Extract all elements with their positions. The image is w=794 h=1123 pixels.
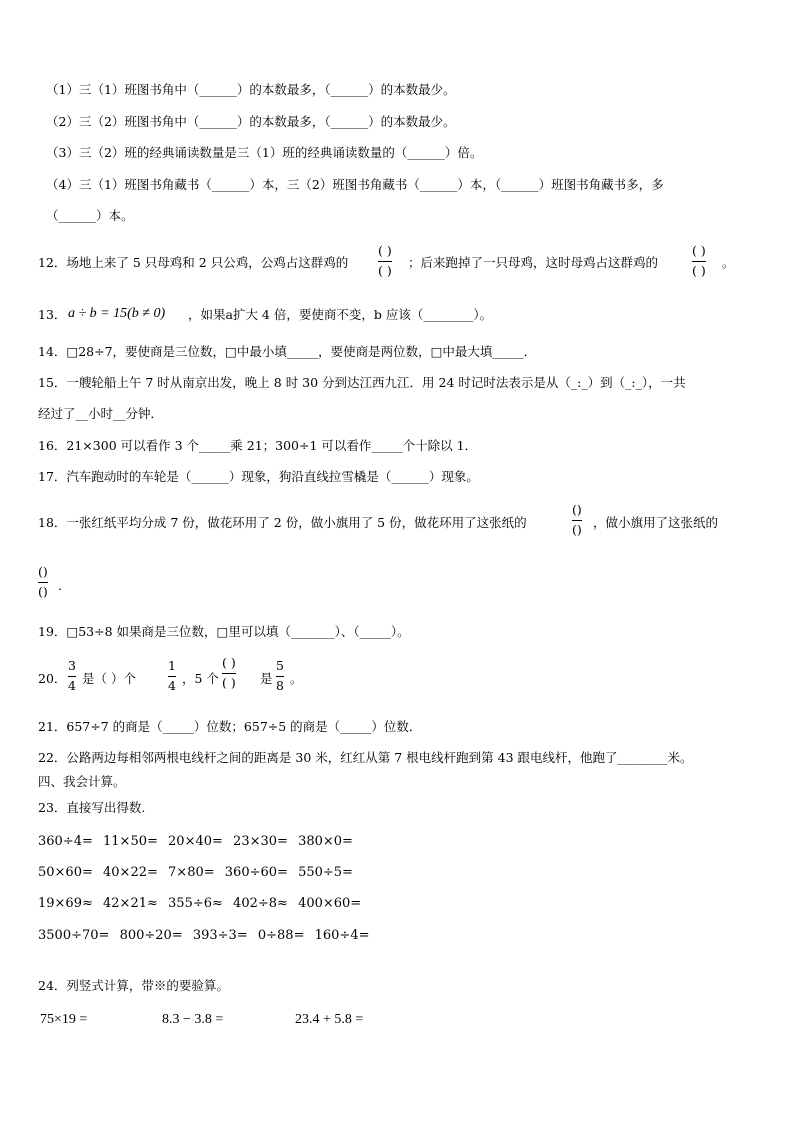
q16-text: 16．21×300 可以看作 3 个_____乘 21；300÷1 可以看作_____个十除以 1． [38, 438, 478, 453]
fraction-denominator: ( ) [222, 674, 236, 690]
q20-text-1: 是（ ）个 [82, 671, 136, 686]
q20-fraction-3-4 [68, 660, 76, 692]
q20-fraction-1-4 [168, 660, 176, 692]
fraction-denominator: 4 [68, 677, 76, 693]
q11-part2: （2）三（2）班图书角中（______）的本数最多，（______）的本数最少。 [46, 114, 456, 129]
calc-item: 800÷20= [119, 928, 183, 943]
calc-item: 355÷6≈ [168, 896, 223, 911]
vertical-calc-item: 23.4 + 5.8 = [295, 1012, 364, 1027]
q21-text: 21．657÷7 的商是（_____）位数；657÷5 的商是（_____）位数． [38, 719, 422, 734]
q20-fraction-5-8 [276, 660, 284, 692]
q13-text: ，如果a扩大 4 倍，要使商不变，b 应该（________）。 [188, 307, 493, 322]
calc-item: 360÷60= [224, 865, 288, 880]
calc-item: 160÷4= [314, 928, 370, 943]
fraction-numerator: ( ) [692, 243, 706, 258]
fraction-denominator: 8 [276, 677, 284, 693]
q18-text-b: ，做小旗用了这张纸的 [593, 515, 719, 530]
fraction-denominator: 4 [168, 677, 176, 693]
fraction-numerator: 5 [276, 658, 284, 673]
calc-item: 40×22= [103, 865, 158, 880]
calc-item: 393÷3= [192, 928, 248, 943]
calc-item: 380×0= [298, 834, 353, 849]
fraction-numerator: 1 [168, 658, 176, 673]
q17-text: 17．汽车跑动时的车轮是（______）现象，狗沿直线拉雪橇是（______）现象。 [38, 469, 479, 484]
q20-text-3: 是 [260, 671, 273, 686]
calc-item: 11×50= [103, 834, 158, 849]
q18-text-a: 18．一张红纸平均分成 7 份，做花环用了 2 份，做小旗用了 5 份，做花环用了这张纸的 [38, 515, 527, 530]
calc-item: 400×60= [298, 896, 362, 911]
calc-item: 360÷4= [38, 834, 93, 849]
q14-text: 14．□28÷7，要使商是三位数，□中最小填_____，要使商是两位数，□中最大填_____． [38, 344, 537, 359]
calc-item: 23×30= [233, 834, 288, 849]
q20-number: 20． [38, 671, 67, 686]
section-heading-calculation: 四、我会计算。 [38, 774, 126, 789]
q12-fraction-1 [378, 245, 392, 277]
q23-row-4 [38, 928, 375, 943]
q23-title: 23．直接写出得数. [38, 800, 146, 815]
calc-item: 19×69≈ [38, 896, 93, 911]
q20-text-2: ，5 个 [182, 671, 219, 686]
fraction-numerator: ( ) [222, 655, 236, 670]
fraction-numerator: () [572, 502, 582, 517]
calc-item: 550÷5= [298, 865, 353, 880]
calc-item: 20×40= [168, 834, 223, 849]
q18-fraction-1 [572, 504, 582, 536]
fraction-denominator: ( ) [692, 262, 706, 278]
q12-fraction-2 [692, 245, 706, 277]
q11-part1: （1）三（1）班图书角中（______）的本数最多，（______）的本数最少。 [46, 82, 456, 97]
calc-item: 42×21≈ [103, 896, 158, 911]
q18-fraction-2 [38, 566, 48, 598]
q11-part4-line1: （4）三（1）班图书角藏书（______）本，三（2）班图书角藏书（______）本，（______）班图书角藏书多，多 [46, 177, 664, 192]
fraction-denominator: () [38, 583, 48, 599]
calc-item: 402÷8≈ [233, 896, 288, 911]
q12-text-a: 12．场地上来了 5 只母鸡和 2 只公鸡，公鸡占这群鸡的 [38, 255, 349, 270]
q23-row-3 [38, 896, 367, 911]
q23-row-1 [38, 834, 359, 849]
fraction-denominator: ( ) [378, 262, 392, 278]
q13-formula: a ÷ b = 15(b ≠ 0) [68, 306, 166, 321]
q20-text-4: 。 [290, 671, 303, 686]
vertical-calc-item: 8.3 − 3.8 = [162, 1012, 224, 1027]
q19-text: 19．□53÷8 如果商是三位数，□里可以填（_______）、（_____）。 [38, 624, 410, 639]
calc-item: 0÷88= [257, 928, 305, 943]
calc-item: 3500÷70= [38, 928, 110, 943]
q15-line1: 15．一艘轮船上午 7 时从南京出发，晚上 8 时 30 分到达江西九江．用 24 时记时法表示是从（_:_）到（_:_），一共 [38, 375, 686, 390]
fraction-numerator: ( ) [378, 243, 392, 258]
q12-text-c: 。 [722, 255, 735, 270]
q11-part4-line2: （______）本。 [46, 208, 134, 223]
vertical-calc-item: 75×19 = [40, 1012, 88, 1027]
q13-number: 13． [38, 307, 67, 322]
q12-text-b: ；后来跑掉了一只母鸡，这时母鸡占这群鸡的 [408, 255, 659, 270]
q11-part3: （3）三（2）班的经典诵读数量是三（1）班的经典诵读数量的（______）倍。 [46, 145, 483, 160]
calc-item: 7×80= [168, 865, 215, 880]
fraction-numerator: 3 [68, 658, 76, 673]
fraction-denominator: () [572, 521, 582, 537]
fraction-numerator: () [38, 564, 48, 579]
calc-item: 50×60= [38, 865, 93, 880]
q20-fraction-blank [222, 657, 236, 689]
q22-text: 22．公路两边每相邻两根电线杆之间的距离是 30 米，红红从第 7 根电线杆跑到第 43 跟电线杆，他跑了________米。 [38, 750, 693, 765]
q18-text-c: . [58, 578, 62, 593]
q15-line2: 经过了__小时__分钟． [38, 406, 164, 421]
q23-row-2 [38, 865, 359, 880]
q24-title: 24．列竖式计算，带※的要验算。 [38, 978, 229, 993]
